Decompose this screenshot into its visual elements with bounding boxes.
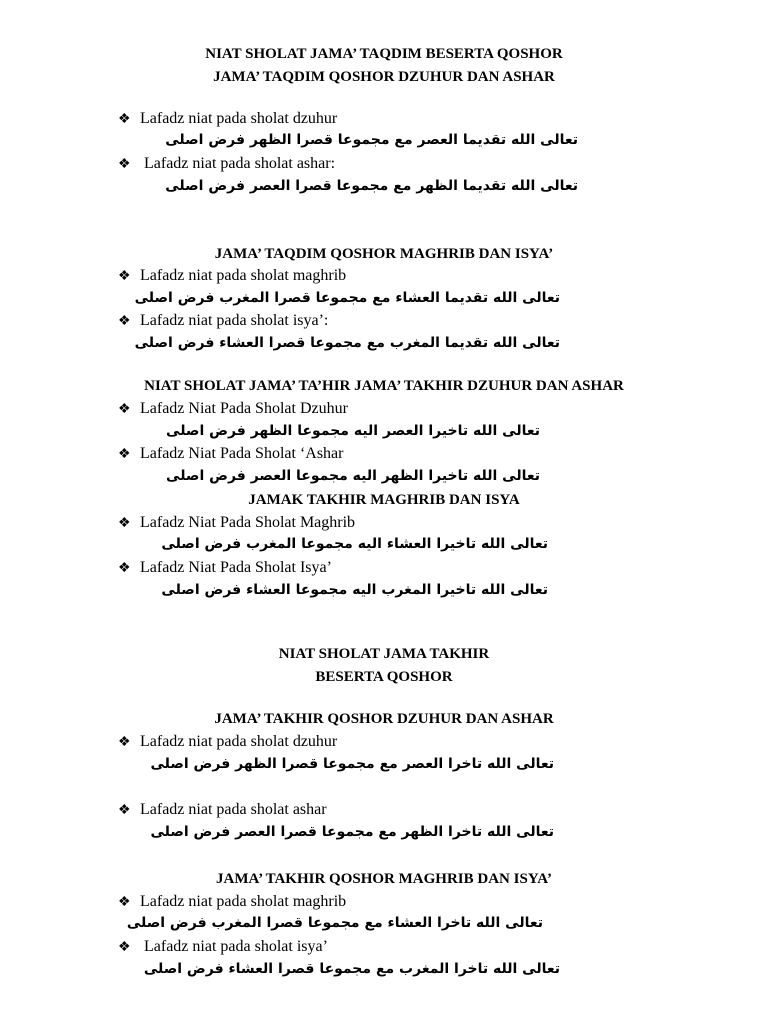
section-subheading: JAMA’ TAQDIM QOSHOR DZUHUR DAN ASHAR	[213, 69, 555, 85]
list-item	[118, 109, 337, 130]
section-heading: JAMA’ TAKHIR QOSHOR DZUHUR DAN ASHAR	[214, 711, 554, 727]
arabic-niat-text: تعالى الله تاخرا الظهر مع مجموعا قصرا العصر فرض اصلى	[150, 824, 554, 840]
arabic-niat-text: تعالى الله تاخيرا الظهر اليه مجموعا العصر فرض اصلى	[166, 468, 540, 484]
list-item	[118, 266, 346, 287]
item-label: Lafadz Niat Pada Sholat Maghrib	[140, 514, 356, 531]
section-heading: NIAT SHOLAT JAMA TAKHIR	[278, 646, 490, 662]
list-item	[118, 937, 328, 958]
item-label: Lafadz niat pada sholat maghrib	[140, 267, 347, 284]
diamond-bullet-icon: ❖	[118, 803, 131, 818]
item-label: Lafadz Niat Pada Sholat Isya’	[140, 559, 332, 576]
section-heading: JAMA’ TAKHIR QOSHOR MAGHRIB DAN ISYA’	[216, 871, 552, 887]
diamond-bullet-icon: ❖	[118, 940, 131, 955]
arabic-niat-text: تعالى الله تاخرا المغرب مع مجموعا قصرا العشاء فرض اصلى	[143, 961, 560, 977]
arabic-niat-text: تعالى الله تقديما العشاء مع مجموعا قصرا المغرب فرض اصلى	[134, 290, 560, 306]
arabic-niat-text: تعالى الله تقديما العصر مع مجموعا قصرا الظهر فرض اصلى	[165, 132, 578, 148]
section-heading: JAMA’ TAQDIM QOSHOR MAGHRIB DAN ISYA’	[214, 246, 554, 262]
section-heading: JAMAK TAKHIR MAGHRIB DAN ISYA	[248, 492, 520, 508]
list-item	[118, 444, 343, 465]
diamond-bullet-icon: ❖	[118, 112, 131, 127]
item-label: Lafadz niat pada sholat isya’	[140, 938, 328, 955]
item-label: Lafadz Niat Pada Sholat Dzuhur	[140, 400, 348, 417]
arabic-niat-text: تعالى الله تاخيرا المغرب اليه مجموعا العشاء فرض اصلى	[161, 582, 548, 598]
section-heading: NIAT SHOLAT JAMA’ TA’HIR JAMA’ TAKHIR DZUHUR DAN ASHAR	[144, 378, 624, 394]
diamond-bullet-icon: ❖	[118, 735, 131, 750]
diamond-bullet-icon: ❖	[118, 516, 131, 531]
arabic-niat-text: تعالى الله تاخرا العشاء مع مجموعا قصرا المغرب فرض اصلى	[126, 915, 543, 931]
section-heading: NIAT SHOLAT JAMA’ TAQDIM BESERTA QOSHOR	[205, 46, 563, 62]
arabic-niat-text: تعالى الله تقديما المغرب مع مجموعا قصرا العشاء فرض اصلى	[134, 335, 560, 351]
item-label: Lafadz niat pada sholat ashar:	[140, 155, 336, 172]
diamond-bullet-icon: ❖	[118, 561, 131, 576]
diamond-bullet-icon: ❖	[118, 157, 131, 172]
arabic-niat-text: تعالى الله تاخيرا العشاء اليه مجموعا المغرب فرض اصلى	[161, 536, 548, 552]
item-label: Lafadz niat pada sholat maghrib	[140, 893, 347, 910]
list-item	[118, 311, 328, 332]
list-item	[118, 800, 327, 821]
list-item	[118, 558, 332, 579]
list-item	[118, 892, 346, 913]
section-subheading: BESERTA QOSHOR	[315, 669, 453, 685]
item-label: Lafadz niat pada sholat ashar	[140, 801, 327, 818]
item-label: Lafadz niat pada sholat isya’:	[140, 312, 329, 329]
diamond-bullet-icon: ❖	[118, 402, 131, 417]
item-label: Lafadz Niat Pada Sholat ‘Ashar	[140, 445, 344, 462]
list-item	[118, 513, 355, 534]
item-label: Lafadz niat pada sholat dzuhur	[140, 733, 338, 750]
list-item	[118, 399, 348, 420]
item-label: Lafadz niat pada sholat dzuhur	[140, 110, 338, 127]
diamond-bullet-icon: ❖	[118, 314, 131, 329]
diamond-bullet-icon: ❖	[118, 447, 131, 462]
list-item	[118, 732, 337, 753]
list-item	[118, 154, 335, 175]
diamond-bullet-icon: ❖	[118, 269, 131, 284]
arabic-niat-text: تعالى الله تاخرا العصر مع مجموعا قصرا الظهر فرض اصلى	[150, 756, 554, 772]
arabic-niat-text: تعالى الله تقديما الظهر مع مجموعا قصرا العصر فرض اصلى	[165, 178, 578, 194]
diamond-bullet-icon: ❖	[118, 895, 131, 910]
arabic-niat-text: تعالى الله تاخيرا العصر اليه مجموعا الظهر فرض اصلى	[166, 423, 540, 439]
